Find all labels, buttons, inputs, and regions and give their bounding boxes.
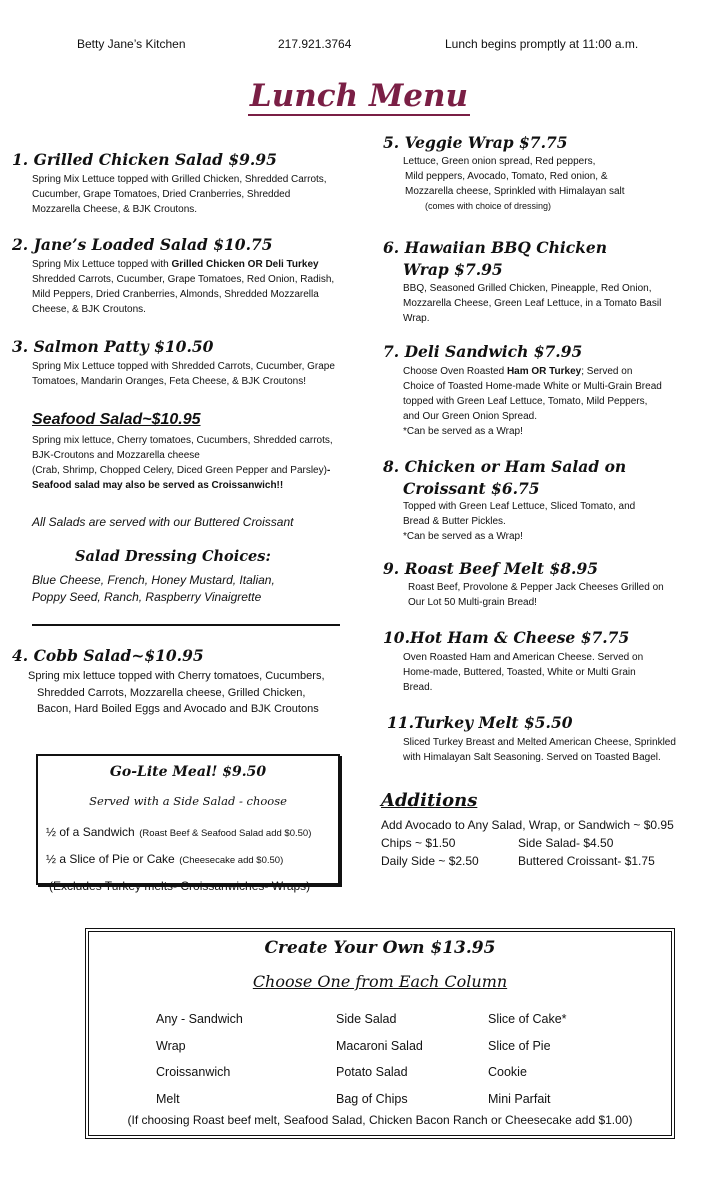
create-footnote: (If choosing Roast beef melt, Seafood Salad, Chicken Bacon Ranch or Cheesecake add $1.00) — [127, 1113, 633, 1127]
create-option: Side Salad — [336, 1012, 397, 1026]
item-9-name: 9. Roast Beef Melt $8.95 — [383, 559, 599, 578]
restaurant-name: Betty Jane’s Kitchen — [77, 37, 186, 51]
create-option: Potato Salad — [336, 1065, 408, 1079]
item-11-name: 11.Turkey Melt $5.50 — [387, 713, 573, 732]
create-column-2 — [336, 1006, 423, 1112]
additions-title: Additions — [381, 790, 478, 811]
create-option: Croissanwich — [156, 1065, 231, 1079]
item-11-description: Sliced Turkey Breast and Melted American Cheese, Sprinkled with Himalayan Salt Seasoning. Served on Toasted Bagel. — [403, 737, 676, 763]
create-option: Wrap — [156, 1038, 186, 1053]
item-5-name: 5. Veggie Wrap $7.75 — [383, 133, 568, 152]
create-title: Create Your Own $13.95 — [264, 938, 496, 958]
additions-daily-side: Daily Side ~ $2.50 — [381, 854, 479, 868]
go-lite-title: Go-Lite Meal! $9.50 — [109, 764, 267, 780]
item-8-name: 8. Chicken or Ham Salad on Croissant $6.75 — [383, 457, 627, 498]
item-10-description: Oven Roasted Ham and American Cheese. Served on Home-made, Buttered, Toasted, White or Multi Grain Bread. — [403, 652, 644, 693]
create-subtitle: Choose One from Each Column — [252, 972, 508, 991]
go-lite-subtitle: Served with a Side Salad - choose — [89, 794, 287, 808]
item-9-description: Roast Beef, Provolone & Pepper Jack Cheeses Grilled on Our Lot 50 Multi-grain Bread! — [408, 582, 664, 608]
go-lite-option-pie: ½ a Slice of Pie or Cake (Cheesecake add $0.50) — [46, 852, 284, 866]
dressing-title: Salad Dressing Choices: — [75, 548, 271, 565]
go-lite-box — [36, 754, 340, 893]
additions-chips: Chips ~ $1.50 — [381, 836, 456, 850]
create-option: Any - Sandwich — [156, 1012, 243, 1026]
seafood-salad-description: Spring mix lettuce, Cherry tomatoes, Cucumbers, Shredded carrots, BJK-Croutons and Mozzarella cheese (Crab, Shrimp, Chopped Celery, Diced Green Pepper and Parsley)- Seafood salad may also be served as Croissanwich!! — [32, 435, 333, 491]
additions-croissant: Buttered Croissant- $1.75 — [518, 854, 655, 868]
additions-avocado: Add Avocado to Any Salad, Wrap, or Sandwich ~ $0.95 — [381, 818, 674, 832]
item-3-name: 3. Salmon Patty $10.50 — [12, 337, 214, 356]
create-option: Slice of Pie — [488, 1038, 551, 1053]
create-column-1 — [156, 1006, 243, 1112]
item-1-description: Spring Mix Lettuce topped with Grilled Chicken, Shredded Carrots, Cucumber, Grape Tomatoes, Dried Cranberries, Shredded Mozzarella Cheese, & BJK Croutons. — [32, 174, 327, 215]
item-7-name: 7. Deli Sandwich $7.95 — [383, 342, 583, 361]
item-5-description: Lettuce, Green onion spread, Red peppers, Mild peppers, Avocado, Tomato, Red onion, & Mozzarella cheese, Sprinkled with Himalayan salt (comes with choice of dressing) — [403, 156, 625, 211]
go-lite-excludes: (Excludes Turkey melts- Croissanwiches- Wraps) — [49, 879, 311, 893]
lunch-time-note: Lunch begins promptly at 11:00 a.m. — [445, 37, 639, 51]
create-option: Macaroni Salad — [336, 1038, 423, 1053]
seafood-salad-title: Seafood Salad~$10.95 — [32, 411, 201, 428]
item-1-name: 1. Grilled Chicken Salad $9.95 — [12, 150, 277, 169]
item-4-name: 4. Cobb Salad~$10.95 — [12, 646, 204, 665]
create-option: Mini Parfait — [488, 1091, 551, 1106]
additions-side-salad: Side Salad- $4.50 — [518, 836, 614, 850]
item-6-description: BBQ, Seasoned Grilled Chicken, Pineapple, Red Onion, Mozzarella Cheese, Green Leaf Lettuce, in a Tomato Basil Wrap. — [403, 283, 662, 324]
create-option: Cookie — [488, 1065, 527, 1079]
create-column-3 — [488, 1006, 567, 1112]
create-option: Bag of Chips — [336, 1091, 408, 1106]
create-option: Slice of Cake* — [488, 1012, 567, 1026]
item-4-description: Spring mix lettuce topped with Cherry tomatoes, Cucumbers, Shredded Carrots, Mozzarella cheese, Grilled Chicken, Bacon, Hard Boiled Eggs and Avocado and BJK Croutons — [28, 670, 325, 715]
page-title: Lunch Menu — [249, 78, 469, 114]
go-lite-option-sandwich: ½ of a Sandwich (Roast Beef & Seafood Salad add $0.50) — [46, 825, 312, 839]
item-3-description: Spring Mix Lettuce topped with Shredded Carrots, Cucumber, Grape Tomatoes, Mandarin Oranges, Feta Cheese, & BJK Croutons! — [32, 361, 335, 387]
item-2-description: Spring Mix Lettuce topped with Grilled Chicken OR Deli Turkey Shredded Carrots, Cucumber, Grape Tomatoes, Red Onion, Radish, Mild Peppers, Dried Cranberries, Almonds, Shredded Mozzarella Cheese, & BJK Croutons. — [32, 259, 335, 315]
section-divider — [32, 624, 340, 626]
dressing-list: Blue Cheese, French, Honey Mustard, Italian, Poppy Seed, Ranch, Raspberry Vinaigrette — [32, 573, 275, 604]
item-7-description: Choose Oven Roasted Ham OR Turkey; Served on Choice of Toasted Home-made White or Multi-Grain Bread topped with Green Leaf Lettuce, Tomato, Mild Peppers, and Our Green Onion Spread. *Can be served as a Wrap! — [403, 366, 662, 437]
phone-number: 217.921.3764 — [278, 37, 352, 51]
item-10-name: 10.Hot Ham & Cheese $7.75 — [383, 628, 630, 647]
create-option: Melt — [156, 1091, 180, 1106]
item-2-name: 2. Jane’s Loaded Salad $10.75 — [12, 235, 273, 254]
item-8-description: Topped with Green Leaf Lettuce, Sliced Tomato, and Bread & Butter Pickles. *Can be served as a Wrap! — [403, 501, 636, 542]
item-6-name: 6. Hawaiian BBQ Chicken Wrap $7.95 — [383, 238, 608, 279]
create-your-own-box — [88, 931, 672, 1136]
salads-note: All Salads are served with our Buttered Croissant — [32, 515, 294, 529]
